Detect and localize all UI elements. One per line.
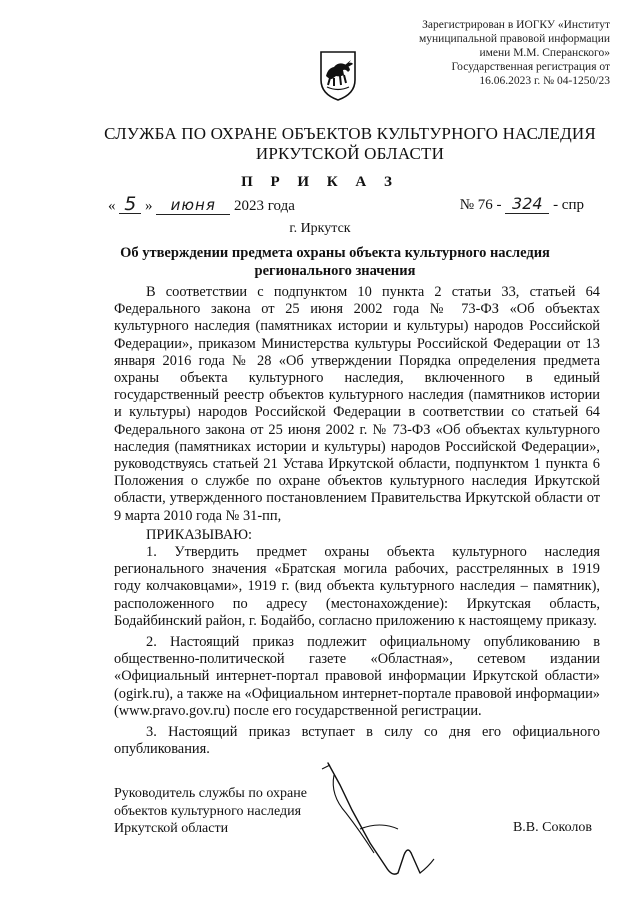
order-title: П Р И К А З — [241, 174, 399, 190]
stamp-line: Зарегистрирован в ИОГКУ «Институт — [422, 19, 610, 31]
signer-position-line: объектов культурного наследия — [114, 803, 302, 819]
signer-name: В.В. Соколов — [512, 820, 592, 835]
subject-line: регионального значения — [254, 263, 416, 279]
date-month-handwritten: июня — [156, 196, 230, 215]
signer-position-line: Руководитель службы по охране — [114, 786, 307, 801]
signer-position — [114, 785, 307, 838]
order-number-suffix: - спр — [553, 197, 584, 213]
order-item: 3. Настоящий приказ вступает в силу со дня его официального опубликования. — [114, 724, 600, 758]
stamp-line: Государственная регистрация от — [451, 61, 610, 73]
organization-line: СЛУЖБА ПО ОХРАНЕ ОБЪЕКТОВ КУЛЬТУРНОГО НАСЛЕДИЯ — [104, 124, 596, 143]
subject-line: Об утверждении предмета охраны объекта культурного наследия — [120, 245, 550, 261]
order-number-prefix: № 76 - — [459, 197, 502, 213]
handwritten-signature — [300, 755, 470, 885]
preamble-paragraph: В соответствии с подпунктом 10 пункта 2 статьи 33, статьей 64 Федерального закона от 25 июня 2002 года № 73-ФЗ «Об объектах культурного наследия (памятниках истории и культуры) народов Российской Федерации», приказом Министерства культуры Российской Федерации от 13 января 2016 года № 28 «Об утверждении Порядка определения предмета охраны объекта культурного наследия, включенного в единый государственный реестр объектов культурного наследия (памятников истории и культуры) народов Российской Федерации в соответствии со статьей 64 Федерального закона от 25 июня 2002 г. № 73-ФЗ «Об объектах культурного наследия (памятниках истории и культуры) народов Российской Федерации», руководствуясь статьей 21 Устава Иркутской области, подпунктом 1 пункта 6 Положения о службе по охране объектов культурного наследия Иркутской области, утвержденного постановлением Правительства Иркутской области от 9 марта 2010 года № 31-пп, — [114, 284, 600, 524]
order-item: 2. Настоящий приказ подлежит официальному опубликованию в общественно-политической газете «Областная», сетевом издании «Официальный интернет-портал правовой информации Иркутской области» (ogirk.ru), а также на «Официальном интернет-портале правовой информации» (www.pravo.gov.ru) после его государственной регистрации. — [114, 634, 600, 719]
organization-name — [60, 124, 640, 164]
order-body — [114, 284, 600, 758]
stamp-line: муниципальной правовой информации — [418, 33, 610, 45]
irkutsk-coat-of-arms-icon — [318, 48, 358, 102]
order-item: 1. Утвердить предмет охраны объекта культурного наследия регионального значения «Братская могила рабочих, расстрелянных в 1919 году колчаковцами», 1919 г. (вид объекта культурного наследия – памятник), расположенного по адресу (местонахождение): Иркутская область, Бодайбинский район, г. Бодайбо, согласно приложению к настоящему приказу. — [114, 544, 600, 629]
date-year: 2023 года — [234, 198, 295, 214]
order-number — [460, 195, 584, 214]
date-day-handwritten: 5 — [119, 195, 141, 214]
date-close-quote: » — [145, 198, 153, 214]
orders-word: ПРИКАЗЫВАЮ: — [146, 526, 253, 543]
order-date — [108, 195, 295, 215]
order-number-handwritten: 324 — [505, 195, 549, 214]
organization-line: ИРКУТСКОЙ ОБЛАСТИ — [255, 144, 445, 163]
stamp-line: 16.06.2023 г. № 04-1250/23 — [479, 75, 610, 87]
date-open-quote: « — [108, 198, 116, 214]
order-subject — [110, 244, 560, 280]
city: г. Иркутск — [289, 221, 351, 236]
signer-position-line: Иркутской области — [114, 821, 229, 836]
stamp-line: имени М.М. Сперанского» — [479, 47, 610, 59]
registration-stamp — [380, 18, 610, 88]
